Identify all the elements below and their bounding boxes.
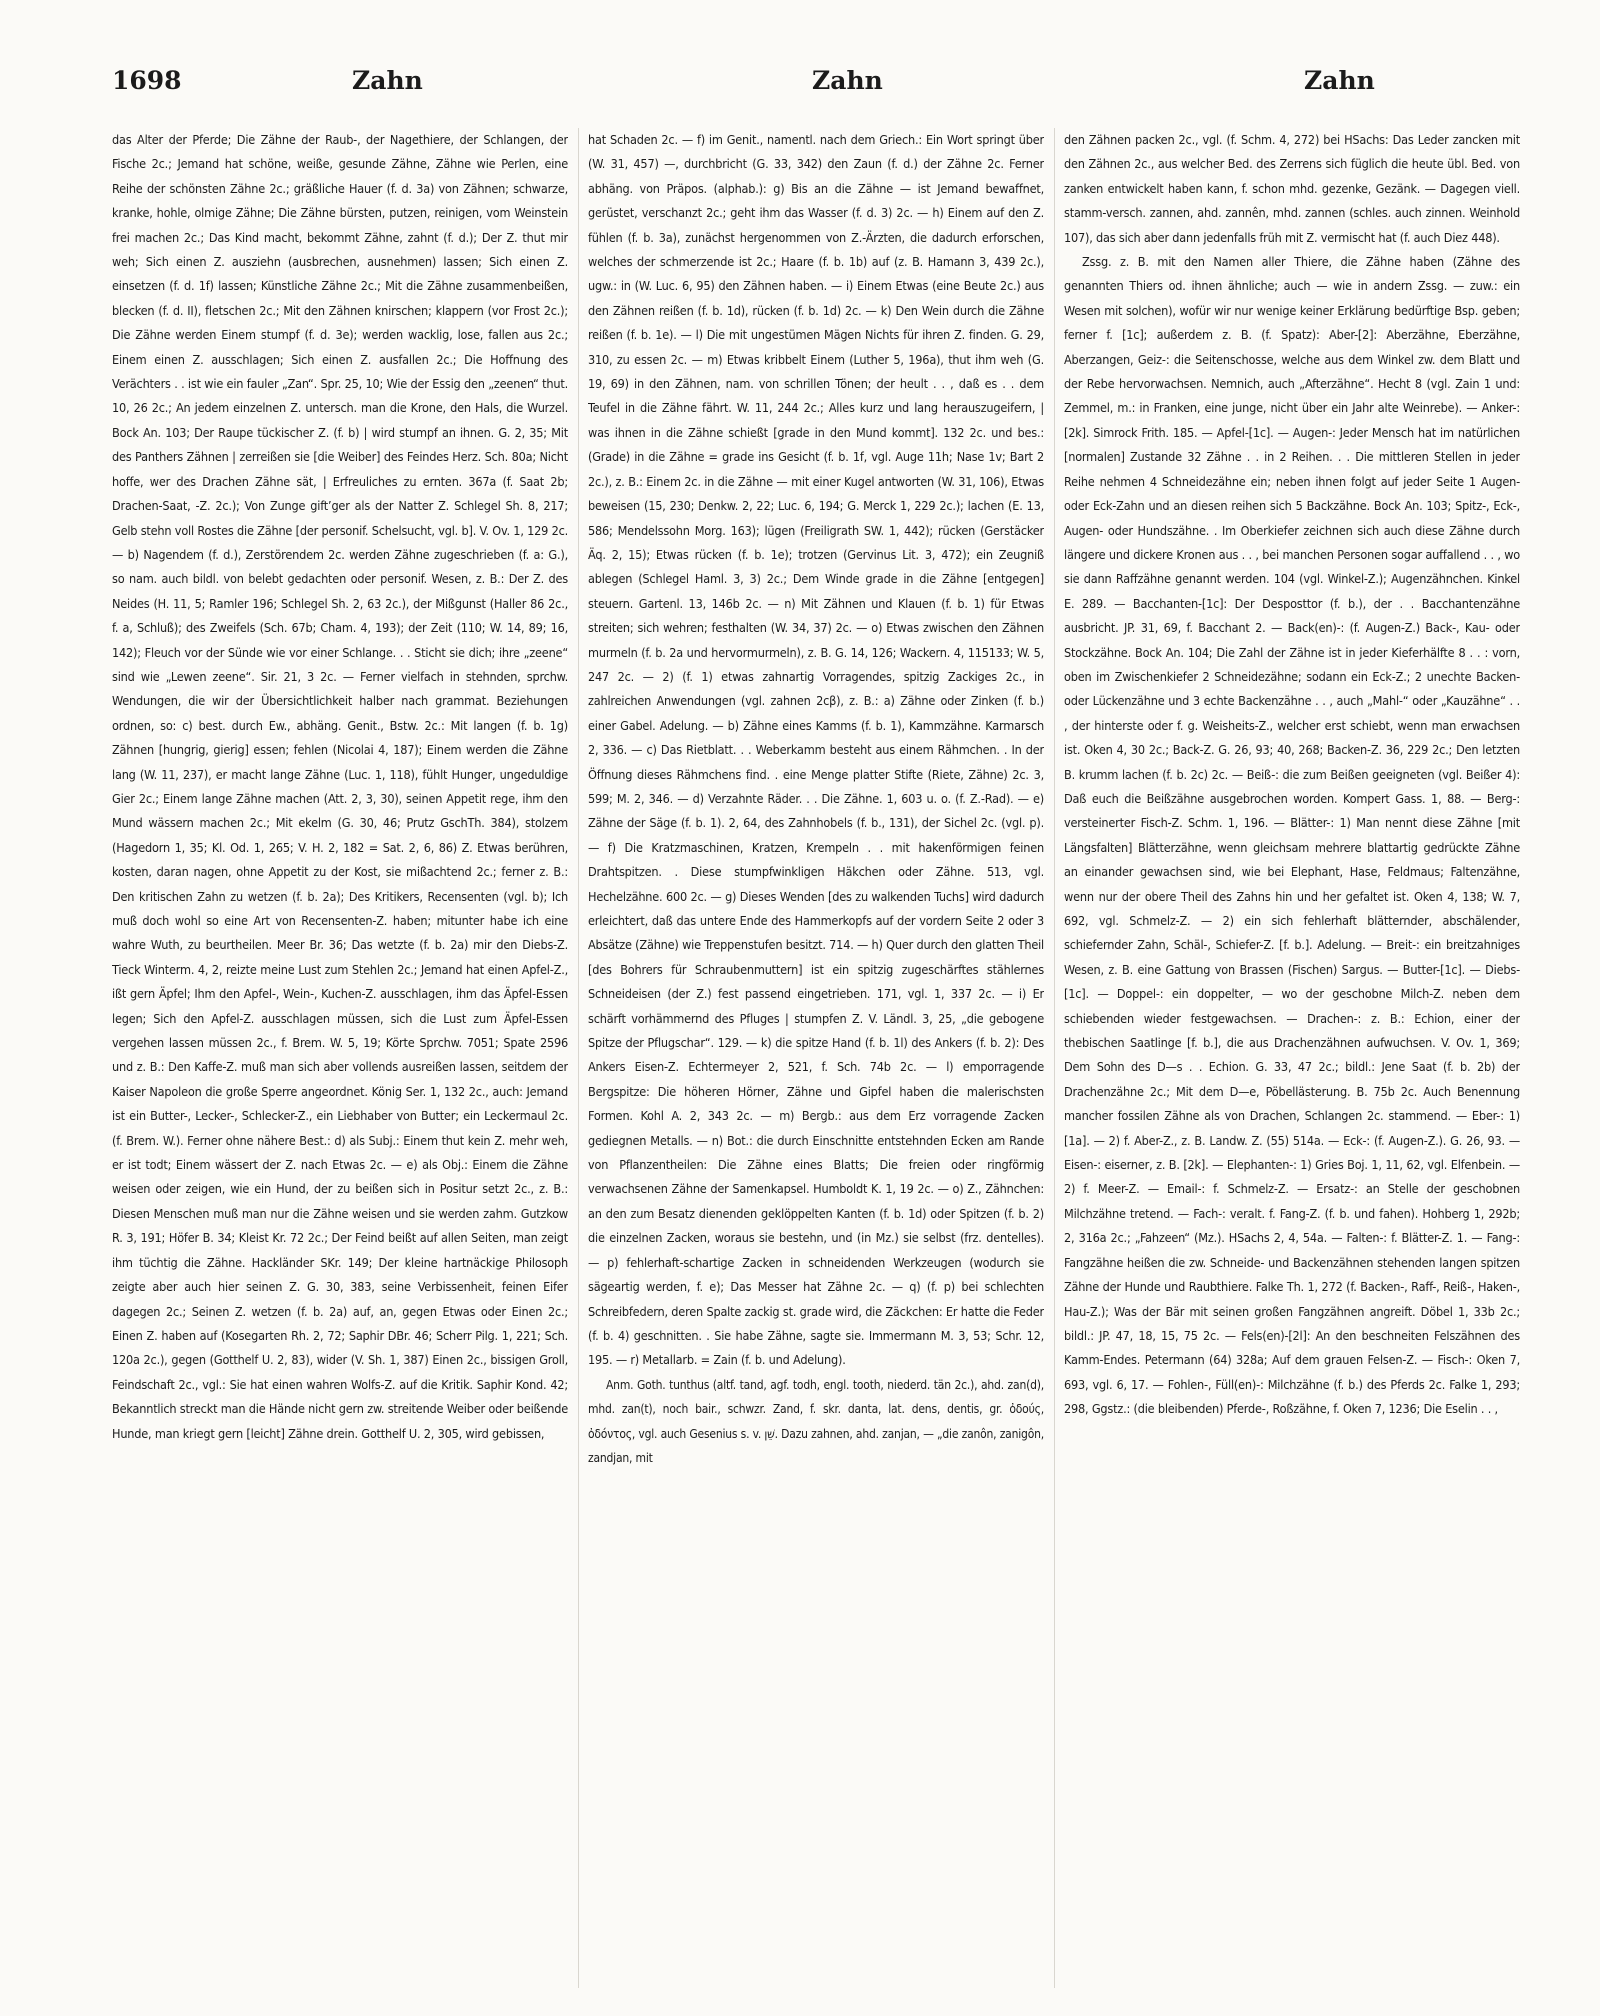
entry-text: hat Schaden 2c. — f) im Genit., namentl. nach dem Griech.: Ein Wort springt über (W. 31, 457) —, durchbricht (G. 33, 342) den Zaun (f. d.) der Zähne 2c. Ferner abhäng. von Präpos. (alphab.): g) Bis an die Zähne — ist Jemand bewaffnet, gerüstet, verschanzt 2c.; geht ihm das Wasser (f. d. 3) 2c. — h) Einem auf den Z. fühlen (f. b. 3a), zunächst hergenommen von Z.-Ärzten, die dadurch erforschen, welches der schmerzende ist 2c.; Haare (f. b. 1b) auf (z. B. Hamann 3, 439 2c.), ugw.: in (W. Luc. 6, 95) den Zähnen haben. — i) Einem Etwas (eine Beute 2c.) aus den Zähnen reißen (f. b. 1d), rücken (f. b. 1d) 2c. — k) Den Wein durch die Zähne reißen (f. b. 1e). — l) Die mit ungestümen Mägen Nichts für ihren Z. finden. G. 29, 310, zu essen 2c. — m) Etwas kribbelt Einem (Luther 5, 196a), thut ihm weh (G. 19, 69) in den Zähnen, nam. von schrillen Tönen; der heult . . , daß es . . dem Teufel in die Zähne fährt. W. 11, 244 2c.; Alles kurz und lang herauszugeifern, | was ihnen in die Zähne schießt [grade in den Mund kommt]. 132 2c. und bes.: (Grade) in die Zähne = grade ins Gesicht (f. b. 1f, vgl. Auge 11h; Nase 1v; Bart 2 2c.), z. B.: Einem 2c. in die Zähne — mit einer Kugel antworten (W. 31, 106), Etwas beweisen (15, 230; Denkw. 2, 22; Luc. 6, 194; G. Merck 1, 229 2c.); lachen (E. 13, 586; Mendelssohn Morg. 163); lügen (Freiligrath SW. 1, 442); rücken (Gerstäcker Äq. 2, 15); Etwas rücken (f. b. 1e); trotzen (Gervinus Lit. 3, 472); ein Zeugniß ablegen (Schlegel Haml. 3, 3) 2c.; Dem Winde grade in die Zähne [entgegen] steuern. Gartenl. 13, 146b 2c. — n) Mit Zähnen und Klauen (f. b. 1) für Etwas streiten; sich wehren; festhalten (W. 34, 37) 2c. — o) Etwas zwischen den Zähnen murmeln (f. b. 2a und hervormurmeln), z. B. G. 14, 126; Wackern. 4, 115133; W. 5, 247 2c. — 2) (f. 1) etwas zahnartig Vorragendes, spitzig Zackiges 2c., in zahlreichen Anwendungen (vgl. zahnen 2cβ), z. B.: a) Zähne oder Zinken (f. b.) einer Gabel. Adelung. — b) Zähne eines Kamms (f. b. 1), Kammzähne. Karmarsch 2, 336. — c) Das Rietblatt. . . Weberkamm besteht aus einem Rähmchen. . In der Öffnung dieses Rähmchens find. . eine Menge platter Stifte (Riete, Zähne) 2c. 3, 599; M. 2, 346. — d) Verzahnte Räder. . . Die Zähne. 1, 603 u. o. (f. Z.-Rad). — e) Zähne der Säge (f. b. 1). 2, 64, des Zahnhobels (f. b., 131), der Sichel 2c. (vgl. p). — f) Die Kratzmaschinen, Kratzen, Krempeln . . mit hakenförmigen feinen Drahtspitzen. . Diese stumpfwinkligen Häkchen oder Zähne. 513, vgl. Hechelzähne. 600 2c. — g) Dieses Wenden [des zu walkenden Tuchs] wird dadurch erleichtert, daß das untere Ende des Hammerkopfs auf der vordern Seite 2 oder 3 Absätze (Zähne) wie Treppenstufen besitzt. 714. — h) Quer durch den glatten Theil [des Bohrers für Schraubenmuttern] ist ein spitzig zugeschärftes stählernes Schneideisen (der Z.) fest passend eingetrieben. 171, vgl. 1, 337 2c. — i) Er schärft vorhämmernd des Pfluges | stumpfen Z. V. Ländl. 3, 25, „die gebogene Spitze der Pflugschar“. 129. — k) die spitze Hand (f. b. 1l) des Ankers (f. b. 2): Des Ankers Eisen-Z. Echtermeyer 2, 521, f. Sch. 74b 2c. — l) emporragende Bergspitze: Die höheren Hörner, Zähne und Gipfel haben die malerischsten Formen. Kohl A. 2, 343 2c. — m) Bergb.: aus dem Erz vorragende Zacken gediegnen Metalls. — n) Bot.: die durch Einschnitte entstehnden Ecken am Rande von Pflanzentheilen: Die Zähne eines Blatts; Die freien oder ringförmig verwachsenen Zähne der Samenkapsel. Humboldt K. 1, 19 2c. — o) Z., Zähnchen: an den zum Besatz dienenden geklöppelten Kanten (f. b. 1d) oder Spitzen (f. b. 2) die einzelnen Zacken, woraus sie bestehn, und (in Mz.) sie selbst (frz. dentelles). — p) fehlerhaft-schartige Zacken in schneidenden Werkzeugen (wodurch sie sägeartig werden, f. e); Das Messer hat Zähne 2c. — q) (f. p) bei schlechten Schreibfedern, deren Spalte zackig st. grade wird, die Zäckchen: Er hatte die Feder (f. b. 4) geschnitten. . Sie habe Zähne, sagte sie. Immermann M. 3, 53; Schr. 12, 195. — r) Metallarb. = Zain (f. b. und Adelung). <box>588 132 1044 1368</box>
headword-center: Zahn <box>812 66 883 95</box>
compounds-section: Zssg. z. B. mit den Namen aller Thiere, die Zähne haben (Zähne des genannten Thiers od. ihnen ähnliche; auch — wie in andern Zssg. — zuw.: ein Wesen mit solchen), wofür wir nur wenige keiner Erklärung bedürftige Bsp. geben; ferner f. [1c]; außerdem z. B. (f. Spatz): Aber-[2]: Aberzähne, Eberzähne, Aberzangen, Geiz-: die Seitenschosse, welche aus dem Winkel zw. dem Blatt und der Rebe hervorwachsen. Nemnich, auch „Afterzähne“. Hecht 8 (vgl. Zain 1 und: Zemmel, m.: in Franken, eine junge, nicht über ein Jahr alte Weinrebe). — Anker-: [2k]. Simrock Frith. 185. — Apfel-[1c]. — Augen-: Jeder Mensch hat im natürlichen [normalen] Zustande 32 Zähne . . in 2 Reihen. . . Die mittleren Stellen in jeder Reihe nehmen 4 Schneidezähne ein; neben ihnen folgt auf jeder Seite 1 Augen- oder Eck-Zahn und an diesen reihen sich 5 Backzähne. Bock An. 103; Spitz-, Eck-, Augen- oder Hundszähne. . Im Oberkiefer zeichnen sich auch diese Zähne durch längere und dickere Kronen aus . . , bei manchen Personen sogar auffallend . . , wo sie dann Raffzähne genannt werden. 104 (vgl. Winkel-Z.); Augenzähnchen. Kinkel E. 289. — Bacchanten-[1c]: Der Desposttor (f. b.), der . . Bacchantenzähne ausbricht. JP. 31, 69, f. Bacchant 2. — Back(en)-: (f. Augen-Z.) Back-, Kau- oder Stockzähne. Bock An. 104; Die Zahl der Zähne ist in jeder Kieferhälfte 8 . . : vorn, oben im Zwischenkiefer 2 Schneidezähne; sodann ein Eck-Z.; 2 unechte Backen- oder Lückenzähne und 3 echte Backenzähne . . , auch „Mahl-“ oder „Kauzähne“ . . , der hinterste oder f. g. Weisheits-Z., welcher erst schiebt, wenn man erwachsen ist. Oken 4, 30 2c.; Back-Z. G. 26, 93; 40, 268; Backen-Z. 36, 229 2c.; Den letzten B. krumm lachen (f. b. 2c) 2c. — Beiß-: die zum Beißen geeigneten (vgl. Beißer 4): Daß euch die Beißzähne ausgebrochen worden. Kompert Gass. 1, 88. — Berg-: versteinerter Fisch-Z. Schm. 1, 196. — Blätter-: 1) Man nennt diese Zähne [mit Längsfalten] Blätterzähne, wenn gleichsam mehrere blattartig gedrückte Zähne an einander gewachsen sind, wie bei Elephant, Hase, Feldmaus; Faltenzähne, wenn nur der obere Theil des Zahns hin und her gefaltet ist. Oken 4, 138; W. 7, 692, vgl. Schmelz-Z. — 2) ein sich fehlerhaft blätternder, abschälender, schiefernder Zahn, Schäl-, Schiefer-Z. [f. b.]. Adelung. — Breit-: ein breitzahniges Wesen, z. B. eine Gattung von Brassen (Fischen) Sargus. — Butter-[1c]. — Diebs-[1c]. — Doppel-: ein doppelter, — wo der geschobne Milch-Z. neben dem schiebenden wieder festgewachsen. — Drachen-: z. B.: Echion, einer der thebischen Saatlinge [f. b.], die aus Drachenzähnen aufwuchsen. V. Ov. 1, 369; Dem Sohn des D—s . . Echion. G. 33, 47 2c.; bildl.: Jene Saat (f. b. 2b) der Drachenzähne 2c.; Mit dem D—e, Pöbellästerung. B. 75b 2c. Auch Benennung mancher fossilen Zähne als von Drachen, Schlangen 2c. stammend. — Eber-: 1) [1a]. — 2) f. Aber-Z., z. B. Landw. Z. (55) 514a. — Eck-: (f. Augen-Z.). G. 26, 93. — Eisen-: eiserner, z. B. [2k]. — Elephanten-: 1) Gries Boj. 1, 11, 62, vgl. Elfenbein. — 2) f. Meer-Z. — Email-: f. Schmelz-Z. — Ersatz-: an Stelle der geschobnen Milchzähne tretend. — Fach-: veralt. f. Fang-Z. (f. b. und fahen). Hohberg 1, 292b; 2, 316a 2c.; „Fahzeen“ (Mz.). HSachs 2, 4, 54a. — Falten-: f. Blätter-Z. 1. — Fang-: Fangzähne heißen die zw. Schneide- und Backenzähnen stehenden langen spitzen Zähne der Hunde und Raubthiere. Falke Th. 1, 272 (f. Backen-, Raff-, Reiß-, Haken-, Hau-Z.); Was der Bär mit seinen großen Fangzähnen angreift. Döbel 1, 33b 2c.; bildl.: JP. 47, 18, 15, 75 2c. — Fels(en)-[2l]: An den beschneiten Felszähnen des Kamm-Endes. Petermann (64) 328a; Auf dem grauen Felsen-Z. — Fisch-: Oken 7, 693, vgl. 6, 17. — Fohlen-, Füll(en)-: Milchzähne (f. b.) des Pferds 2c. Falke 1, 293; 298, Ggstz.: (die bleibenden) Pferde-, Roßzähne, f. Oken 7, 1236; Die Eselin . . , <box>1064 254 1520 1417</box>
column-middle <box>588 128 1044 1988</box>
entry-text: das Alter der Pferde; Die Zähne der Raub-, der Nagethiere, der Schlangen, der Fische 2c.; Jemand hat schöne, weiße, gesunde Zähne, Zähne wie Perlen, eine Reihe der schönsten Zähne 2c.; gräßliche Hauer (f. d. 3a) von Zähnen; schwarze, kranke, hohle, olmige Zähne; Die Zähne bürsten, putzen, reinigen, vom Weinstein frei machen 2c.; Das Kind macht, bekommt Zähne, zahnt (f. d.); Der Z. thut mir weh; Sich einen Z. ausziehn (ausbrechen, ausnehmen) lassen; Sich einen Z. einsetzen (f. d. 1f) lassen; Künstliche Zähne 2c.; Mit die Zähne zusammenbeißen, blecken (f. d. II), fletschen 2c.; Mit den Zähnen knirschen; klappern (vor Frost 2c.); Die Zähne werden Einem stumpf (f. d. 3e); werden wacklig, lose, fallen aus 2c.; Einem einen Z. ausschlagen; Sich einen Z. ausfallen 2c.; Die Hoffnung des Verächters . . ist wie ein fauler „Zan“. Spr. 25, 10; Wie der Essig den „zeenen“ thut. 10, 26 2c.; An jedem einzelnen Z. untersch. man die Krone, den Hals, die Wurzel. Bock An. 103; Der Raupe tückischer Z. (f. b) | wird stumpf an ihnen. G. 2, 35; Mit des Panthers Zähnen | zerreißen sie [die Weiber] des Feindes Herz. Sch. 80a; Nicht hoffe, wer des Drachen Zähne sät, | Erfreuliches zu ernten. 367a (f. Saat 2b; Drachen-Saat, -Z. 2c.); Von Zunge gift’ger als der Natter Z. Schlegel Sh. 8, 217; Gelb stehn voll Rostes die Zähne [der personif. Schelsucht, vgl. b]. V. Ov. 1, 129 2c. — b) Nagendem (f. d.), Zerstörendem 2c. werden Zähne zugeschrieben (f. a: G.), so nam. auch bildl. von belebt gedachten oder personif. Wesen, z. B.: Der Z. des Neides (H. 11, 5; Ramler 196; Schlegel Sh. 2, 63 2c.), der Mißgunst (Haller 86 2c., f. a, Schluß); des Zweifels (Sch. 67b; Cham. 4, 193); der Zeit (110; W. 14, 89; 16, 142); Fleuch vor der Sünde wie vor einer Schlange. . . Sticht sie dich; ihre „zeene“ sind wie „Lewen zeene“. Sir. 21, 3 2c. — Ferner vielfach in stehnden, sprchw. Wendungen, die wir der Übersichtlichkeit halber nach grammat. Beziehungen ordnen, so: c) best. durch Ew., abhäng. Genit., Bstw. 2c.: Mit langen (f. b. 1g) Zähnen [hungrig, gierig] essen; fehlen (Nicolai 4, 187); Einem werden die Zähne lang (W. 11, 237), er macht lange Zähne (Luc. 1, 118), fühlt Hunger, ungeduldige Gier 2c.; Einem lange Zähne machen (Att. 2, 3, 30), seinen Appetit rege, ihm den Mund wässern machen 2c.; Mit ekelm (G. 30, 46; Prutz GschTh. 384), stolzem (Hagedorn 1, 35; Kl. Od. 1, 265; V. H. 2, 182 = Sat. 2, 6, 86) Z. Etwas berühren, kosten, daran nagen, ohne Appetit zu der Kost, sie mißachtend 2c.; ferner z. B.: Den kritischen Zahn zu wetzen (f. b. 2a); Des Kritikers, Recensenten (vgl. b); Ich muß doch wohl so eine Art von Recensenten-Z. haben; mitunter habe ich eine wahre Wuth, zu beurtheilen. Meer Br. 36; Das wetzte (f. b. 2a) mir den Diebs-Z. Tieck Winterm. 4, 2, reizte meine Lust zum Stehlen 2c.; Jemand hat einen Apfel-Z., ißt gern Äpfel; Ihm den Apfel-, Wein-, Kuchen-Z. ausschlagen, ihm das Äpfel-Essen legen; Sich den Apfel-Z. ausschlagen müssen, sich die Lust zum Äpfel-Essen vergehen lassen müssen 2c., f. Brem. W. 5, 19; Körte Sprchw. 7051; Spate 2596 und z. B.: Den Kaffe-Z. muß man sich aber vollends ausreißen lassen, seitdem der Kaiser Napoleon die große Sperre angeordnet. König Ser. 1, 132 2c., auch: Jemand ist ein Butter-, Lecker-, Schlecker-Z., ein Liebhaber von Butter; ein Leckermaul 2c. (f. Brem. W.). Ferner ohne nähere Best.: d) als Subj.: Einem thut kein Z. mehr weh, er ist todt; Einem wässert der Z. nach Etwas 2c. — e) als Obj.: Einem die Zähne weisen oder zeigen, wie ein Hund, der zu beißen sich in Positur setzt 2c., z. B.: Diesen Menschen muß man nur die Zähne weisen und sie werden zahm. Gutzkow R. 3, 191; Höfer B. 34; Kleist Kr. 72 2c.; Der Feind beißt auf allen Seiten, man zeigt ihm tüchtig die Zähne. Hackländer SKr. 149; Der kleine hartnäckige Philosoph zeigte aber auch hier seinen Z. G. 30, 383, seine Verbissenheit, feinen Eifer dagegen 2c.; Seinen Z. wetzen (f. b. 2a) auf, an, gegen Etwas oder Einen 2c.; Einen Z. haben auf (Kosegarten Rh. 2, 72; Saphir DBr. 46; Scherr Pilg. 1, 221; Sch. 120a 2c.), gegen (Gotthelf U. 2, 83), wider (V. Sh. 1, 387) Einen 2c., bissigen Groll, Feindschaft 2c., vgl.: Sie hat einen wahren Wolfs-Z. auf die Kritik. Saphir Kond. 42; Bekanntlich streckt man die Hände nicht gern zw. streitende Weiber oder beißende Hunde, man kriegt gern [leicht] Zähne drein. Gotthelf U. 2, 305, wird gebissen, <box>112 132 568 1441</box>
etymology-note: Anm. Goth. tunthus (altf. tand, agf. todh, engl. tooth, niederd. tän 2c.), ahd. zan(d), mhd. zan(t), noch bair., schwzr. Zand, f. skr. danta, lat. dens, dentis, gr. ὀδούς, ὀδόντος, vgl. auch Gesenius s. v. שֵׁן. Dazu zahnen, ahd. zanjan, — „die zanôn, zanigôn, zandjan, mit <box>588 1377 1044 1465</box>
headword-left: Zahn <box>352 66 423 95</box>
headword-right: Zahn <box>1304 66 1375 95</box>
running-header <box>112 66 1516 106</box>
column-divider <box>578 128 579 1988</box>
entry-text: den Zähnen packen 2c., vgl. (f. Schm. 4, 272) bei HSachs: Das Leder zancken mit den Zähnen 2c., aus welcher Bed. des Zerrens sich füglich die heute übl. Bed. von zanken entwickelt haben kann, f. schon mhd. gezenke, Gezänk. — Dagegen viell. stamm-versch. zannen, ahd. zannên, mhd. zannen (schles. auch zinnen. Weinhold 107), das sich aber dann jedenfalls früh mit Z. vermischt hat (f. auch Diez 448). <box>1064 132 1520 245</box>
column-divider <box>1054 128 1055 1988</box>
text-columns <box>112 128 1520 1988</box>
column-left <box>112 128 568 1988</box>
page-number: 1698 <box>112 66 182 95</box>
column-right <box>1064 128 1520 1988</box>
